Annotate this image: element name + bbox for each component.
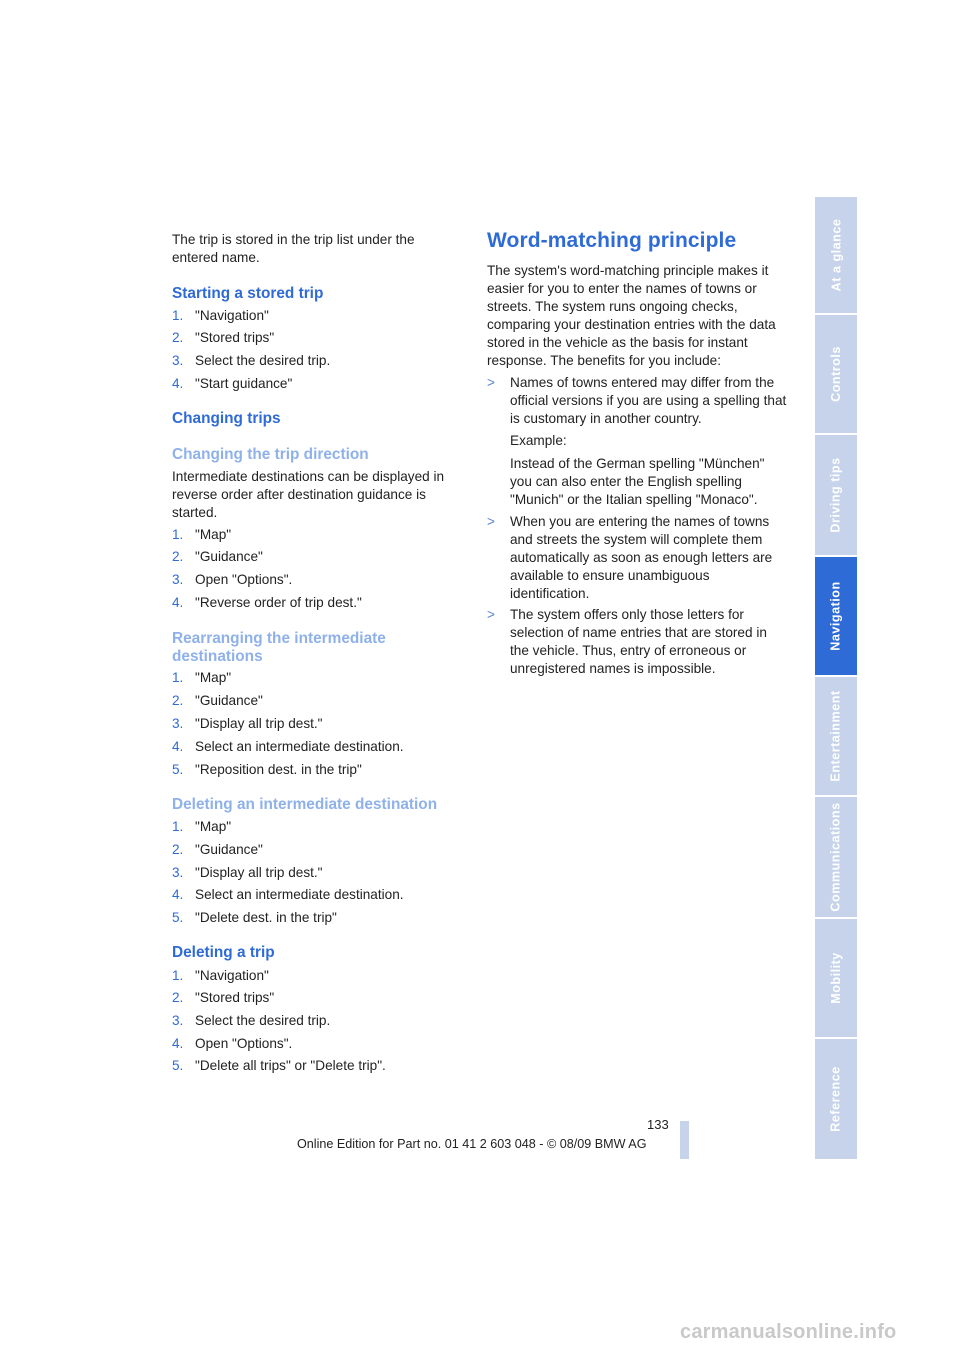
step-item xyxy=(172,1012,330,1030)
step-item xyxy=(172,967,269,985)
step-item xyxy=(172,329,274,347)
tab-navigation[interactable]: Navigation xyxy=(815,557,857,675)
step-text: "Navigation" xyxy=(195,968,269,983)
bullet-mark: > xyxy=(487,375,495,390)
step-number: 2. xyxy=(172,549,184,564)
step-item xyxy=(172,307,269,325)
step-text: Select an intermediate destination. xyxy=(195,887,404,902)
bullet-mark: > xyxy=(487,607,495,622)
step-text: "Guidance" xyxy=(195,842,263,857)
step-number: 1. xyxy=(172,819,184,834)
step-item xyxy=(172,715,323,733)
step-item xyxy=(172,548,263,566)
intro-paragraph: The trip is stored in the trip list under the entered name. xyxy=(172,232,415,265)
step-text: "Guidance" xyxy=(195,693,263,708)
step-text: Select the desired trip. xyxy=(195,1013,331,1028)
step-item xyxy=(172,761,362,779)
footer-bar xyxy=(680,1121,689,1159)
step-number: 1. xyxy=(172,527,184,542)
step-number: 4. xyxy=(172,739,184,754)
step-text: "Display all trip dest." xyxy=(195,716,323,731)
step-number: 5. xyxy=(172,910,184,925)
step-text: "Reposition dest. in the trip" xyxy=(195,762,362,777)
heading-deleting-intermediate: Deleting an intermediate destination xyxy=(172,796,438,813)
tab-communications[interactable]: Communications xyxy=(815,797,857,917)
heading-rearranging-line2: destinations xyxy=(172,648,263,665)
step-text: "Map" xyxy=(195,819,232,834)
step-item xyxy=(172,909,337,927)
step-text: "Reverse order of trip dest." xyxy=(195,595,362,610)
tab-at-a-glance[interactable]: At a glance xyxy=(815,197,857,313)
step-text: "Map" xyxy=(195,527,232,542)
step-text: "Navigation" xyxy=(195,308,269,323)
step-item xyxy=(172,864,323,882)
step-item xyxy=(172,1057,386,1075)
heading-changing-direction: Changing the trip direction xyxy=(172,446,369,463)
step-number: 1. xyxy=(172,670,184,685)
step-text: Select the desired trip. xyxy=(195,353,331,368)
step-number: 4. xyxy=(172,595,184,610)
step-text: "Stored trips" xyxy=(195,330,275,345)
step-number: 1. xyxy=(172,308,184,323)
heading-rearranging-line1: Rearranging the intermediate xyxy=(172,630,386,647)
step-number: 2. xyxy=(172,842,184,857)
step-text: "Start guidance" xyxy=(195,376,293,391)
step-number: 2. xyxy=(172,990,184,1005)
step-item xyxy=(172,526,231,544)
watermark: carmanualsonline.info xyxy=(680,1321,897,1343)
step-number: 2. xyxy=(172,330,184,345)
step-number: 3. xyxy=(172,1013,184,1028)
step-number: 5. xyxy=(172,762,184,777)
step-item xyxy=(172,818,231,836)
tab-reference[interactable]: Reference xyxy=(815,1039,857,1159)
step-text: Open "Options". xyxy=(195,572,293,587)
step-text: "Map" xyxy=(195,670,232,685)
heading-word-matching: Word-matching principle xyxy=(487,229,737,252)
bullet-text: The system offers only those letters for selection of name entries that are stored in the vehicle. Thus, entry of erroneous or unregistered names is impossible. xyxy=(510,607,767,676)
step-number: 3. xyxy=(172,572,184,587)
step-number: 3. xyxy=(172,716,184,731)
step-text: "Delete dest. in the trip" xyxy=(195,910,337,925)
bullet-item xyxy=(487,606,787,678)
heading-starting-stored-trip: Starting a stored trip xyxy=(172,285,324,302)
step-text: "Delete all trips" or "Delete trip". xyxy=(195,1058,386,1073)
heading-changing-trips: Changing trips xyxy=(172,410,281,427)
step-number: 5. xyxy=(172,1058,184,1073)
step-item xyxy=(172,989,274,1007)
step-item xyxy=(172,1035,292,1053)
step-item xyxy=(172,375,292,393)
step-item xyxy=(172,692,263,710)
heading-deleting-trip: Deleting a trip xyxy=(172,944,275,961)
tab-controls[interactable]: Controls xyxy=(815,315,857,433)
step-item xyxy=(172,841,263,859)
direction-paragraph: Intermediate destinations can be displayed in reverse order after destination guidance is started. xyxy=(172,469,445,520)
step-item xyxy=(172,571,292,589)
example-label: Example: xyxy=(510,433,567,448)
tab-driving-tips[interactable]: Driving tips xyxy=(815,435,857,555)
step-text: "Stored trips" xyxy=(195,990,275,1005)
step-text: "Guidance" xyxy=(195,549,263,564)
step-number: 1. xyxy=(172,968,184,983)
step-item xyxy=(172,886,404,904)
step-number: 2. xyxy=(172,693,184,708)
bullet-mark: > xyxy=(487,514,495,529)
step-number: 4. xyxy=(172,376,184,391)
step-item xyxy=(172,738,404,756)
step-number: 3. xyxy=(172,353,184,368)
step-text: "Display all trip dest." xyxy=(195,865,323,880)
step-item xyxy=(172,352,330,370)
bullet-text: Names of towns entered may differ from the official versions if you are using a spelling that is customary in another country. xyxy=(510,375,787,426)
bullet-item xyxy=(487,374,787,428)
step-number: 4. xyxy=(172,887,184,902)
step-text: Open "Options". xyxy=(195,1036,293,1051)
tab-mobility[interactable]: Mobility xyxy=(815,919,857,1037)
step-number: 3. xyxy=(172,865,184,880)
bullet-text: When you are entering the names of towns and streets the system will complete them automatically as soon as enough letters are available to ensure unambiguous identification. xyxy=(510,514,773,601)
tab-entertainment[interactable]: Entertainment xyxy=(815,677,857,795)
step-text: Select an intermediate destination. xyxy=(195,739,404,754)
bullet-item xyxy=(487,513,787,603)
step-number: 4. xyxy=(172,1036,184,1051)
page-number: 133 xyxy=(647,1117,669,1132)
step-item xyxy=(172,669,231,687)
word-matching-paragraph: The system's word-matching principle makes it easier for you to enter the names of towns or streets. The system runs ongoing checks, comparing your destination entries with the data stored in the vehicle as the basis for instant response. The benefits for you include: xyxy=(487,263,776,368)
step-item xyxy=(172,594,362,612)
example-text: Instead of the German spelling "München" you can also enter the English spelling "Munich" or the Italian spelling "Monaco". xyxy=(510,456,765,507)
footer-edition: Online Edition for Part no. 01 41 2 603 048 - © 08/09 BMW AG xyxy=(297,1137,647,1151)
